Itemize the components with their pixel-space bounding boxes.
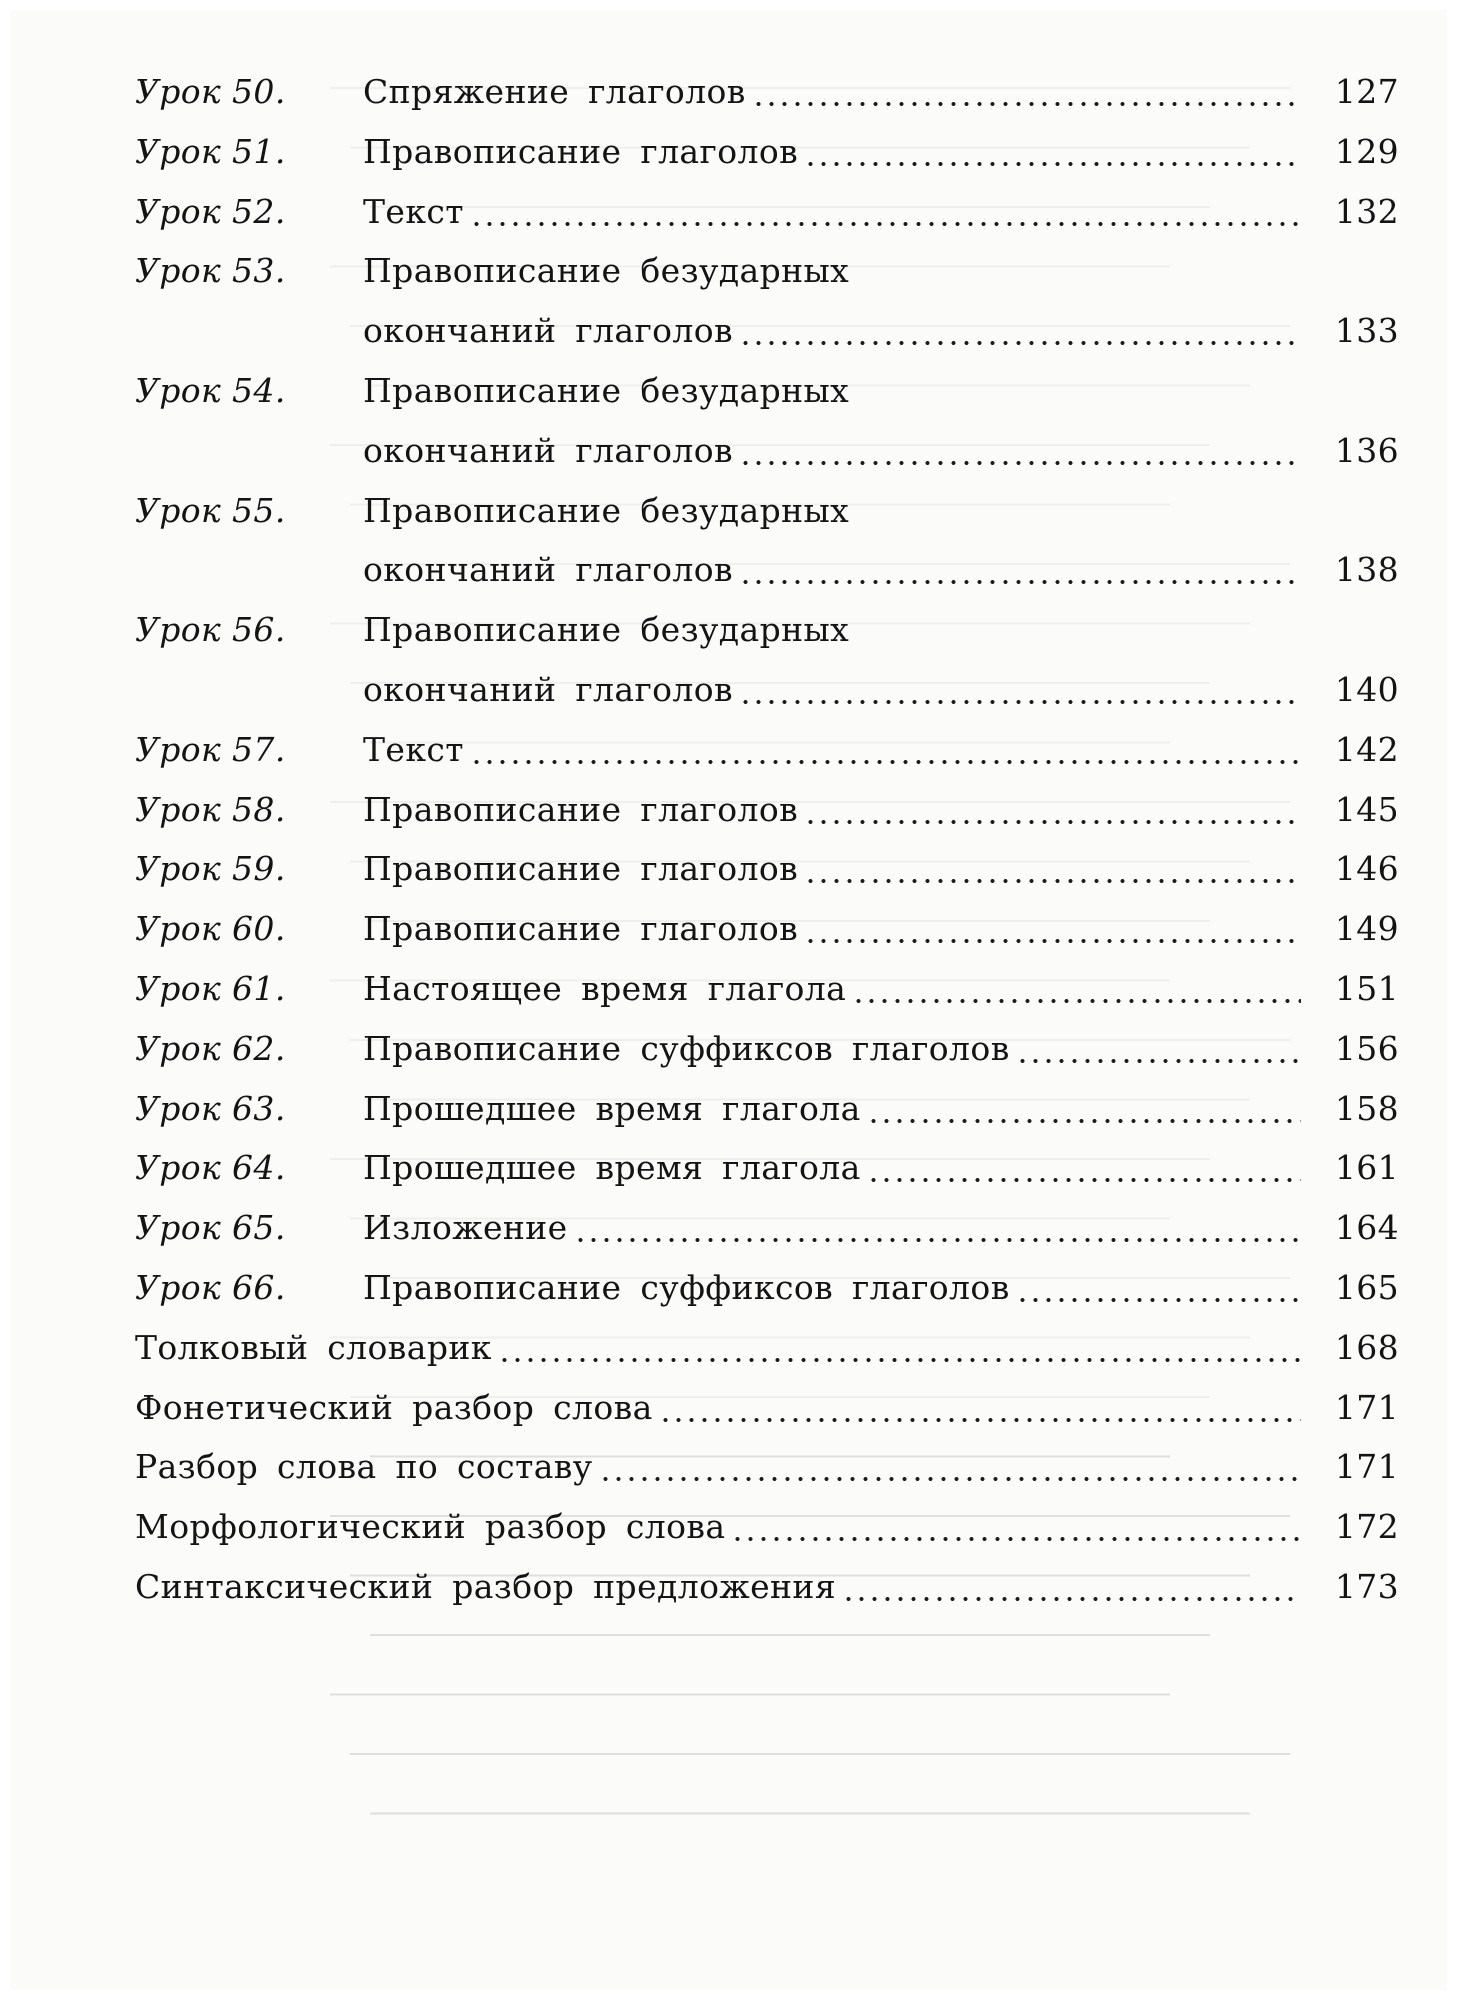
dot-leader xyxy=(470,758,1301,766)
entry-title: Прошедшее время глагола xyxy=(363,1148,861,1188)
page-number: 132 xyxy=(1334,191,1399,231)
page-number: 156 xyxy=(1334,1028,1399,1068)
entry-title: Текст xyxy=(363,729,464,769)
lesson-number: Урок 50. xyxy=(135,72,286,111)
toc-line xyxy=(0,1501,1457,1553)
lesson-number: Урок 54. xyxy=(135,371,286,410)
entry-title-row xyxy=(135,1382,1399,1434)
toc-line xyxy=(0,1441,1457,1493)
entry-title: Прошедшее время глагола xyxy=(363,1088,861,1128)
page-number: 145 xyxy=(1334,789,1399,829)
toc-line xyxy=(0,1023,1457,1075)
dot-leader xyxy=(498,1356,1301,1364)
entry-title: Настоящее время глагола xyxy=(363,969,847,1008)
entry-title: Текст xyxy=(363,191,464,231)
dot-leader xyxy=(867,1176,1301,1184)
entry-title-row xyxy=(363,425,1399,477)
page-number: 171 xyxy=(1334,1387,1399,1427)
page-number: 146 xyxy=(1334,849,1399,889)
entry-title: Фонетический разбор слова xyxy=(135,1387,653,1427)
entry-title-row xyxy=(363,1083,1399,1135)
toc-line xyxy=(0,724,1457,776)
toc-line xyxy=(0,1262,1457,1314)
dot-leader xyxy=(752,100,1301,108)
toc-line xyxy=(0,1202,1457,1254)
page-number: 129 xyxy=(1334,131,1399,171)
entry-title-row xyxy=(363,126,1399,178)
page-number: 165 xyxy=(1334,1268,1399,1307)
entry-title: окончаний глаголов xyxy=(363,670,734,709)
entry-title-row xyxy=(363,604,1399,656)
lesson-number: Урок 64. xyxy=(135,1148,286,1188)
entry-title: Правописание глаголов xyxy=(363,909,799,949)
dot-leader xyxy=(852,997,1301,1005)
entry-title-row xyxy=(363,305,1399,357)
toc-line xyxy=(0,245,1457,297)
page-number: 164 xyxy=(1334,1208,1399,1248)
entry-title: Синтаксический разбор предложения xyxy=(135,1567,837,1606)
entry-title: Правописание глаголов xyxy=(363,789,799,829)
toc-line xyxy=(0,604,1457,656)
page-number: 173 xyxy=(1334,1567,1399,1606)
toc-line xyxy=(0,66,1457,118)
lesson-number: Урок 55. xyxy=(135,490,286,530)
entry-title-row xyxy=(363,1202,1399,1254)
entry-title-row xyxy=(363,485,1399,537)
toc-line xyxy=(0,544,1457,596)
entry-title-row xyxy=(363,903,1399,955)
lesson-number: Урок 53. xyxy=(135,251,286,291)
dot-leader xyxy=(804,818,1301,826)
lesson-number: Урок 61. xyxy=(135,969,286,1008)
dot-leader xyxy=(804,877,1301,885)
dot-leader xyxy=(731,1535,1301,1543)
entry-title: Правописание суффиксов глаголов xyxy=(363,1268,1010,1307)
toc-line xyxy=(0,843,1457,895)
page-number: 172 xyxy=(1334,1507,1399,1547)
page-number: 142 xyxy=(1334,729,1399,769)
entry-title: Правописание глаголов xyxy=(363,849,799,889)
entry-title-row xyxy=(363,1023,1399,1075)
toc-line xyxy=(0,1142,1457,1194)
entry-title: Толковый словарик xyxy=(135,1327,492,1367)
toc-line xyxy=(0,963,1457,1015)
dot-leader xyxy=(1016,1057,1301,1065)
page-number: 158 xyxy=(1334,1088,1399,1128)
toc-line xyxy=(0,186,1457,238)
toc-line xyxy=(0,365,1457,417)
lesson-number: Урок 57. xyxy=(135,729,286,769)
lesson-number: Урок 56. xyxy=(135,610,286,650)
dot-leader xyxy=(739,698,1301,706)
dot-leader xyxy=(739,339,1301,347)
entry-title-row xyxy=(363,664,1399,716)
entry-title-row xyxy=(363,365,1399,417)
lesson-number: Урок 65. xyxy=(135,1208,286,1248)
dot-leader xyxy=(574,1236,1301,1244)
entry-title: Правописание глаголов xyxy=(363,131,799,171)
entry-title-row xyxy=(363,544,1399,596)
entry-title: Правописание суффиксов глаголов xyxy=(363,1028,1010,1068)
lesson-number: Урок 59. xyxy=(135,849,286,889)
entry-title-row xyxy=(363,843,1399,895)
entry-title: Правописание безударных xyxy=(363,490,850,530)
toc-line xyxy=(0,784,1457,836)
lesson-number: Урок 63. xyxy=(135,1088,286,1128)
page-number: 133 xyxy=(1334,311,1399,351)
lesson-number: Урок 62. xyxy=(135,1028,286,1068)
entry-title: Изложение xyxy=(363,1208,568,1248)
page-number: 171 xyxy=(1334,1447,1399,1487)
lesson-number: Урок 66. xyxy=(135,1268,286,1307)
dot-leader xyxy=(1016,1296,1301,1304)
entry-title: окончаний глаголов xyxy=(363,311,734,351)
entry-title: Правописание безударных xyxy=(363,610,850,650)
entry-title-row xyxy=(363,245,1399,297)
page-number: 127 xyxy=(1334,72,1399,111)
page-number: 161 xyxy=(1334,1148,1399,1188)
entry-title-row xyxy=(135,1561,1399,1613)
toc-line xyxy=(0,425,1457,477)
entry-title-row xyxy=(135,1501,1399,1553)
page-number: 140 xyxy=(1334,670,1399,709)
lesson-number: Урок 60. xyxy=(135,909,286,949)
entry-title: Морфологический разбор слова xyxy=(135,1507,726,1547)
entry-title: Разбор слова по составу xyxy=(135,1447,593,1487)
page-number: 138 xyxy=(1334,550,1399,590)
page-number: 149 xyxy=(1334,909,1399,949)
toc-line xyxy=(0,305,1457,357)
entry-title: окончаний глаголов xyxy=(363,550,734,590)
entry-title-row xyxy=(135,1322,1399,1374)
page-number: 136 xyxy=(1334,430,1399,470)
toc-line xyxy=(0,126,1457,178)
dot-leader xyxy=(842,1595,1301,1603)
dot-leader xyxy=(659,1416,1301,1424)
dot-leader xyxy=(867,1117,1301,1125)
dot-leader xyxy=(739,459,1301,467)
entry-title-row xyxy=(363,963,1399,1015)
toc-line xyxy=(0,1382,1457,1434)
entry-title: окончаний глаголов xyxy=(363,430,734,470)
dot-leader xyxy=(804,937,1301,945)
toc-line xyxy=(0,1561,1457,1613)
entry-title: Правописание безударных xyxy=(363,371,850,410)
toc-line xyxy=(0,485,1457,537)
entry-title: Спряжение глаголов xyxy=(363,72,746,111)
dot-leader xyxy=(739,578,1301,586)
dot-leader xyxy=(804,160,1301,168)
entry-title: Правописание безударных xyxy=(363,251,850,291)
entry-title-row xyxy=(135,1441,1399,1493)
dot-leader xyxy=(470,220,1301,228)
entry-title-row xyxy=(363,724,1399,776)
toc-line xyxy=(0,903,1457,955)
toc-line xyxy=(0,1083,1457,1135)
entry-title-row xyxy=(363,1262,1399,1314)
lesson-number: Урок 58. xyxy=(135,789,286,829)
lesson-number: Урок 52. xyxy=(135,191,286,231)
toc-line xyxy=(0,664,1457,716)
dot-leader xyxy=(599,1475,1301,1483)
entry-title-row xyxy=(363,186,1399,238)
page-number: 168 xyxy=(1334,1327,1399,1367)
entry-title-row xyxy=(363,66,1399,118)
lesson-number: Урок 51. xyxy=(135,131,286,171)
entry-title-row xyxy=(363,784,1399,836)
entry-title-row xyxy=(363,1142,1399,1194)
toc-line xyxy=(0,1322,1457,1374)
page-number: 151 xyxy=(1334,969,1399,1008)
